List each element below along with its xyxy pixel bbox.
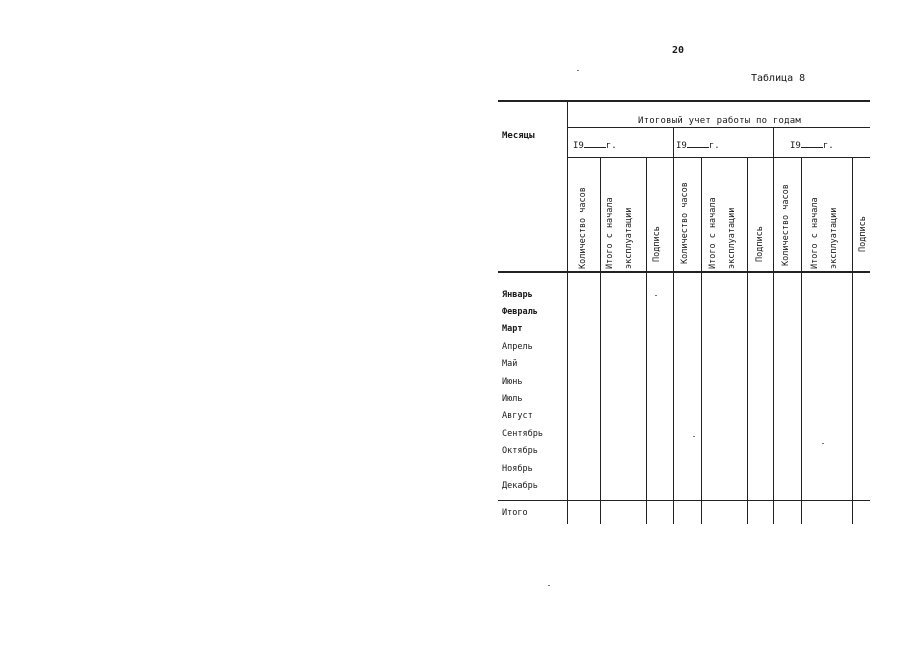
year-group-divider [773, 127, 774, 524]
column-divider [852, 157, 853, 524]
year-blank [584, 138, 606, 148]
scan-speck [577, 70, 579, 71]
month-label: Ноябрь [502, 464, 533, 474]
col-header-hours: Количество часов [781, 184, 791, 266]
col-header-since-start-2: эксплуатации [829, 207, 839, 269]
scan-speck [693, 436, 695, 437]
year-field [790, 138, 834, 151]
total-label: Итого [502, 508, 528, 518]
year-prefix: I9 [790, 141, 801, 151]
month-label: Март [502, 324, 523, 334]
column-divider [701, 157, 702, 524]
page-number: 20 [672, 45, 685, 56]
col-header-since-start: Итого с начала [708, 197, 718, 269]
row-header: Месяцы [502, 131, 535, 141]
year-suffix: г. [822, 141, 834, 151]
month-label: Октябрь [502, 446, 538, 456]
year-divider [567, 157, 870, 158]
header-bottom-rule [498, 271, 870, 273]
year-blank [687, 138, 709, 148]
year-prefix: I9 [573, 141, 584, 151]
scan-speck [655, 295, 657, 296]
col-header-since-start: Итого с начала [810, 197, 820, 269]
col-header-signature: Подпись [755, 226, 765, 262]
col-header-hours: Количество часов [578, 187, 588, 269]
col-header-signature: Подпись [858, 216, 868, 252]
month-label: Сентябрь [502, 429, 543, 439]
col-header-since-start-2: эксплуатации [727, 207, 737, 269]
year-field [573, 138, 617, 151]
months-column-divider [567, 100, 568, 524]
month-label: Апрель [502, 342, 533, 352]
column-divider [646, 157, 647, 524]
total-rule [498, 500, 870, 501]
month-label: Май [502, 359, 518, 369]
month-label: Январь [502, 290, 533, 300]
scan-speck [822, 443, 824, 444]
month-label: Август [502, 411, 533, 421]
year-suffix: г. [605, 141, 617, 151]
main-header: Итоговый учет работы по годам [638, 116, 801, 126]
column-divider [801, 157, 802, 524]
month-label: Февраль [502, 307, 538, 317]
scan-speck [548, 585, 550, 586]
col-header-hours: Количество часов [680, 182, 690, 264]
year-field [676, 138, 720, 151]
month-label: Июль [502, 394, 523, 404]
table-label: Таблица 8 [751, 73, 806, 84]
year-group-divider [673, 127, 674, 524]
col-header-since-start: Итого с начала [605, 197, 615, 269]
year-prefix: I9 [676, 141, 687, 151]
column-divider [600, 157, 601, 524]
col-header-signature: Подпись [652, 226, 662, 262]
month-label: Декабрь [502, 481, 538, 491]
column-divider [747, 157, 748, 524]
header-divider [567, 127, 870, 128]
year-suffix: г. [708, 141, 720, 151]
table-top-rule [498, 100, 870, 102]
year-blank [801, 138, 823, 148]
month-label: Июнь [502, 377, 523, 387]
col-header-since-start-2: эксплуатации [624, 207, 634, 269]
